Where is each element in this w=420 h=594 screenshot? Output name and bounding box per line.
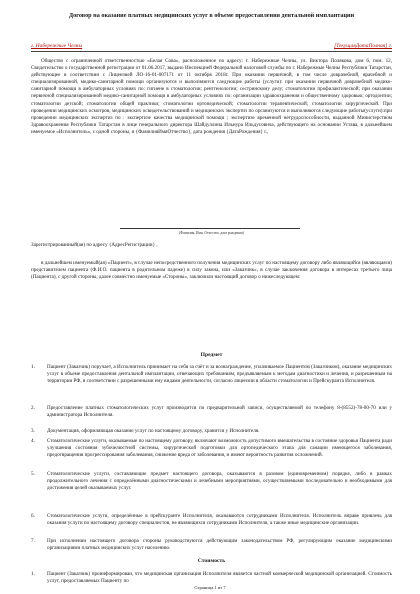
item-text: Пациент (Заказчик) поручает, а Исполнитель принимает на себя за счёт и за вознаграждение, уплачиваемое Пациентом (Заказчиком), оказание медицинских услуг в объеме предоставления дентальной имплантации, отвечающих требованиям, предъявляемым к методам диагностики и лечения, и разрешенным на территории РФ, в соответствии с разрешенными ему видами деятельности, согласно лицензии в области стоматологии и Прейскуранта Исполнителя. bbox=[47, 364, 392, 385]
heading-subject: Предмет bbox=[200, 352, 223, 358]
item-text: Стоматологические услуги, составляющие предмет настоящего договора, оказываются в разовом (единовременном) порядке, либо в рамках продолжительного лечения с определёнными диагностическими и лечебными мероприятиями, осуществляемыми последовательно и необходимыми для достижения целей оказываемых услуг. bbox=[47, 471, 392, 492]
item-number: 1. bbox=[31, 364, 35, 370]
item-number: 2. bbox=[31, 405, 35, 411]
item-number: 7. bbox=[31, 538, 35, 544]
list-item bbox=[31, 438, 392, 459]
registration-address: Зарегистрированный(ая) по адресу {АдресРегистрации} , bbox=[31, 242, 158, 248]
city-date-line bbox=[31, 43, 392, 52]
item-number: 4. bbox=[31, 438, 35, 444]
document-title: Договор на оказание платных медицинских услуг в объеме предоставления дентальной имплантации bbox=[68, 12, 355, 19]
heading-cost: Стоимость bbox=[197, 558, 226, 564]
patient-clause: в дальнейшем именуемый(ая) «Пациент», в случае непосредственного получения медицинских услуг по настоящему договору либо являющийся (являющаяся) представителем пациента (Ф.И.О. пациента в родительном падеже) в силу закона, или «Заказчик», в случае заключения договора в интересах третьего лица (Пациента), с другой стороны, далее совместно именуемые «Стороны», заключили настоящий договор о нижеследующем: bbox=[31, 260, 392, 281]
item-text: Стоматологические услуги, оказываемые по настоящему договору, включают возможность допустимого вмешательства в состояние здоровья Пациента ради улучшения состояния зубочелюстной системы, хирургической подготовки для ортопедического этапа для санации имеющегося заболевания, предотвращения прогрессирования заболевания, снижение вреда от заболевания, и имеют вероятность развития осложнений. bbox=[47, 438, 392, 459]
list-item bbox=[31, 538, 392, 552]
list-item bbox=[31, 428, 392, 435]
page-footer: Страница 1 из 7 bbox=[194, 585, 226, 590]
item-number: 3. bbox=[31, 428, 35, 434]
item-text: Пациент (Заказчик) проинформирован, что медицинская организация Исполнителя является частной коммерческой медицинской организацией. Стоимость услуг, предоставляемых Пациенту по bbox=[47, 571, 392, 585]
list-item bbox=[31, 571, 392, 585]
city-label: г. Набережные Челны bbox=[31, 43, 83, 49]
list-item bbox=[31, 364, 392, 385]
item-text: Стоматологические услуги, определённые в прейскуранте Исполнителя, оказываются сотрудниками Исполнителя. Исполнитель вправе привлечь для оказания услуги по настоящему договору специалистов, не являющихся сотрудниками Исполнителя, а также иные медицинские организации. bbox=[47, 513, 392, 527]
signature-caption: (Фамилия, Имя, Отчество, дата рождения) bbox=[179, 231, 244, 235]
date-placeholder: [ТекущаяДатаПолная] г. bbox=[334, 43, 392, 49]
item-text: При исполнении настоящего договора стороны руководствуются действующим законодательством РФ, регулирующим оказание медицинскими организациями платных медицинских услуг населению. bbox=[47, 538, 392, 552]
signature-line bbox=[120, 228, 300, 229]
item-number: 5. bbox=[31, 471, 35, 477]
intro-paragraph: Общество с ограниченной ответственностью «Белая Сова», расположенное по адресу: г. Набережные Челны, ул. Виктора Полякова, дом 6, пом. 12, Свидетельство о государственной регистрации от 01.06.2017, выдано Инспекцией Федеральной налоговой службы по г. Набережные Челны Республики Татарстан, действующее в соответствии с Лицензией ЛО-16-01-007171 от 11 октября 2018г. При оказании первичной, в том числе доврачебной, врачебной и специализированной, медико-санитарной помощи организуются и выполняются следующие работы (услуги): при оказании первичной доврачебной медико-санитарной помощи в амбулаторных условиях по: гигиене в стоматологии; рентгенологии; сестринскому делу; стоматологии профилактической; при оказании первичной специализированной медико-санитарной помощи в амбулаторных условиях по: организации здравоохранения и общественному здоровью; ортодонтии; стоматологии детской; стоматологии общей практики; стоматологии ортопедической; стоматологии терапевтической; стоматологии хирургической. При проведении медицинских осмотров, медицинских освидетельствований и медицинских экспертиз по организуются и выполняются следующие работы(услуги):при проведении медицинских экспертиз по : экспертизе качества медицинской помощи ; экспертизе временной нетрудоспособности, выданной Министерством Здравоохранения Республики Татарстан в лице генерального директора Шайдуллина Ильнура Ильдусовича, действующего на основании Устава, в дальнейшем именуемое «Исполнитель», с одной стороны, и {ФамилияИмяОтчество}, дата рождения {ДатаРождения} г., bbox=[31, 58, 392, 135]
list-item bbox=[31, 513, 392, 527]
list-item bbox=[31, 405, 392, 419]
list-item bbox=[31, 471, 392, 492]
item-text: Предоставление платных стоматологических услуг производится по предварительной записи, осуществляемой по телефону 8-(8552)-78-00-70 или у администратора Исполнителя. bbox=[47, 405, 392, 419]
item-number: 6. bbox=[31, 513, 35, 519]
item-text: Документация, оформляющая оказание услуг по настоящему договору, хранится у Исполнителя. bbox=[47, 428, 260, 434]
item-number: 1. bbox=[31, 571, 35, 577]
